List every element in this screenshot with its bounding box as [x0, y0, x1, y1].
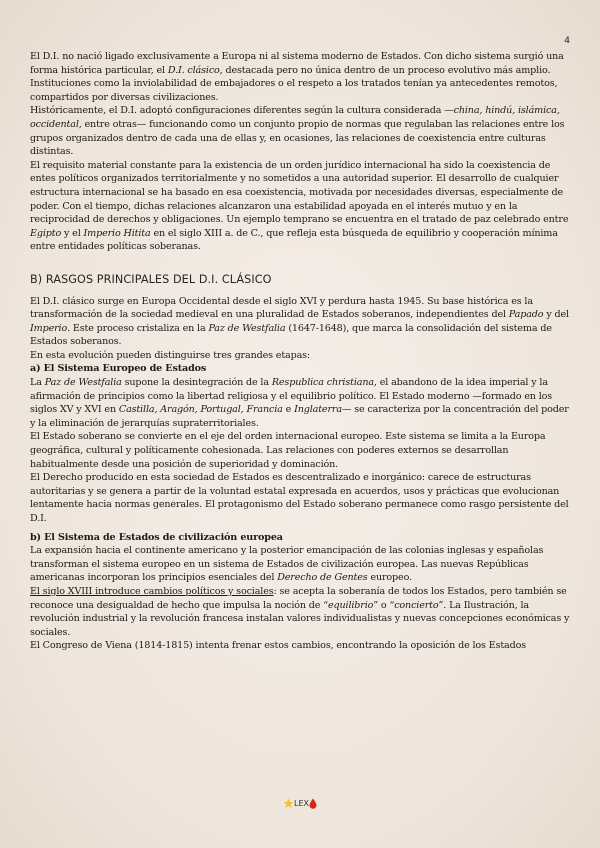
- text-run: En esta evolución pueden distinguirse tres grandes etapas:: [30, 349, 311, 361]
- text-run: Históricamente, el D.I. adoptó configuraciones diferentes según la cultura considerada —: [30, 105, 454, 117]
- emphasis-text: Castilla, Aragón, Portugal, Francia: [118, 404, 283, 416]
- text-run: ” o “: [373, 599, 395, 611]
- subsection-b: [30, 531, 576, 653]
- page-number: 4: [564, 36, 570, 46]
- section-b-intro: [30, 295, 576, 363]
- paragraph: [30, 376, 576, 430]
- text-run: El D.I. no nació ligado exclusivamente a Europa ni al sistema moderno de Estados. Con dicho sistema surgió una forma histórica particular, el: [30, 51, 564, 76]
- star-icon: [283, 798, 294, 809]
- text-run: , entre otras— funcionando como un conjunto propio de normas que regulaban las relaciones entre los grupos organizados dentro de cada una de ellas y, en ocasiones, las relaciones de coexistencia entre culturas distintas.: [30, 118, 565, 158]
- paragraph: [30, 104, 576, 158]
- emphasis-text: D.I. clásico: [167, 64, 220, 76]
- emphasis-text: concierto: [394, 599, 439, 611]
- paragraph: [30, 544, 576, 585]
- emphasis-text: Respublica christiana: [271, 377, 374, 389]
- text-run: e: [282, 404, 295, 416]
- paragraph: [30, 639, 576, 653]
- text-run: supone la desintegración de la: [121, 377, 272, 389]
- text-run: : se acepta la soberanía de todos los Estados, pero también se reconoce una desigualdad de hecho que impulsa la noción de “: [30, 585, 567, 611]
- text-run: La expansión hacia el continente americano y la posterior emancipación de las colonias inglesas y españolas transforman el sistema europeo en un sistema de Estados de civilización europea. Las nuevas Repúblicas americanas incorporan los principios esenciales del: [30, 545, 544, 584]
- text-run: — se caracteriza por la concentración del poder y la eliminación de jerarquías supraterritoriales.: [30, 404, 569, 429]
- paragraph: [30, 349, 576, 363]
- text-run: El Derecho producido en esta sociedad de Estados es descentralizado e inorgánico: carece de estructuras autoritarias y se genera a partir de la voluntad estatal expresada en acuerdos, usos y prácticas que evolucionan lentamente hacia normas generales. El protagonismo del Estado soberano permanece como rasgo persistente del D.I.: [30, 472, 569, 524]
- emphasis-text: Imperio Hitita: [83, 227, 151, 239]
- text-run: en el siglo XIII a. de C., que refleja esta búsqueda de equilibrio y cooperación mínima entre entidades políticas soberanas.: [30, 227, 558, 253]
- drop-icon: [309, 798, 317, 809]
- text-run: (1647-1648), que marca la consolidación del sistema de Estados soberanos.: [30, 322, 552, 348]
- footer-brand: [0, 798, 600, 809]
- paragraph: [30, 430, 576, 471]
- text-run: , destacada pero no única dentro de un proceso evolutivo más amplio. Instituciones como la inviolabilidad de embajadores o el respeto a los tratados tenían ya antecedentes remotos, compartidos por diversas civilizaciones.: [30, 64, 558, 103]
- text-run: y del: [543, 309, 569, 321]
- paragraph: [30, 50, 576, 104]
- emphasis-text: Egipto: [30, 227, 62, 239]
- intro-section: [30, 50, 576, 254]
- emphasis-text: Paz de Westfalia: [208, 322, 286, 334]
- paragraph: [30, 295, 576, 349]
- text-run: europeo.: [367, 572, 412, 584]
- subsection-heading: a) El Sistema Europeo de Estados: [30, 363, 207, 375]
- section-title: B) RASGOS PRINCIPALES DEL D.I. CLÁSICO: [30, 272, 272, 286]
- text-run: El requisito material constante para la existencia de un orden jurídico internacional ha sido la coexistencia de entes políticos organizados territorialmente y no sometidos a una autoridad superior. El desarrollo de cualquier estructura internacional se ha basado en esa coexistencia, motivada por necesidades diversas, especialmente de poder. Con el tiempo, dichas relaciones alcanzaron una estabilidad apoyada en el interés mutuo y en la reciprocidad de derechos y obligaciones. Un ejemplo temprano se encuentra en el tratado de paz celebrado entre: [30, 159, 569, 226]
- emphasis-text: Imperio: [30, 322, 68, 334]
- subsection-heading: b) El Sistema de Estados de civilización europea: [30, 531, 283, 543]
- emphasis-text: equilibrio: [327, 599, 374, 611]
- text-run: , el abandono de la idea imperial y la afirmación de principios como la libertad religiosa y el equilibrio político. El Estado moderno —formado en los siglos XV y XVI en: [30, 377, 553, 416]
- text-run: El Estado soberano se convierte en el eje del orden internacional europeo. Este sistema se limita a la Europa geográfica, cultural y políticamente cohesionada. Las relaciones con poderes externos se desarrollan habitualmente desde una posición de superioridad y dominación.: [30, 431, 546, 470]
- paragraph: [30, 585, 576, 639]
- text-run: y el: [61, 227, 84, 239]
- paragraph: [30, 159, 576, 254]
- document-body: [30, 50, 576, 653]
- emphasis-text: Derecho de Gentes: [277, 572, 368, 584]
- paragraph: [30, 471, 576, 525]
- underlined-text: El siglo XVIII introduce cambios políticos y sociales: [30, 585, 274, 597]
- emphasis-text: Paz de Westfalia: [44, 377, 122, 389]
- emphasis-text: Inglaterra: [294, 404, 342, 416]
- text-run: El D.I. clásico surge en Europa Occidental desde el siglo XVI y perdura hasta 1945. Su base histórica es la transformación de la sociedad medieval en una pluralidad de Estados soberanos, independientes del: [30, 295, 533, 321]
- text-run: . Este proceso cristaliza en la: [67, 322, 209, 334]
- text-run: ”. La Ilustración, la revolución industrial y la revolución francesa instalan valores individualistas y nuevas concepciones económicas y sociales.: [30, 599, 570, 638]
- subsection-a: [30, 362, 576, 525]
- text-run: El Congreso de Viena (1814-1815) intenta frenar estos cambios, encontrando la oposición de los Estados: [30, 640, 527, 652]
- brand-text: LEX: [294, 799, 309, 808]
- emphasis-text: Papado: [508, 309, 544, 321]
- emphasis-text: china, hindú, islámica, occidental: [30, 105, 560, 130]
- text-run: La: [30, 377, 45, 389]
